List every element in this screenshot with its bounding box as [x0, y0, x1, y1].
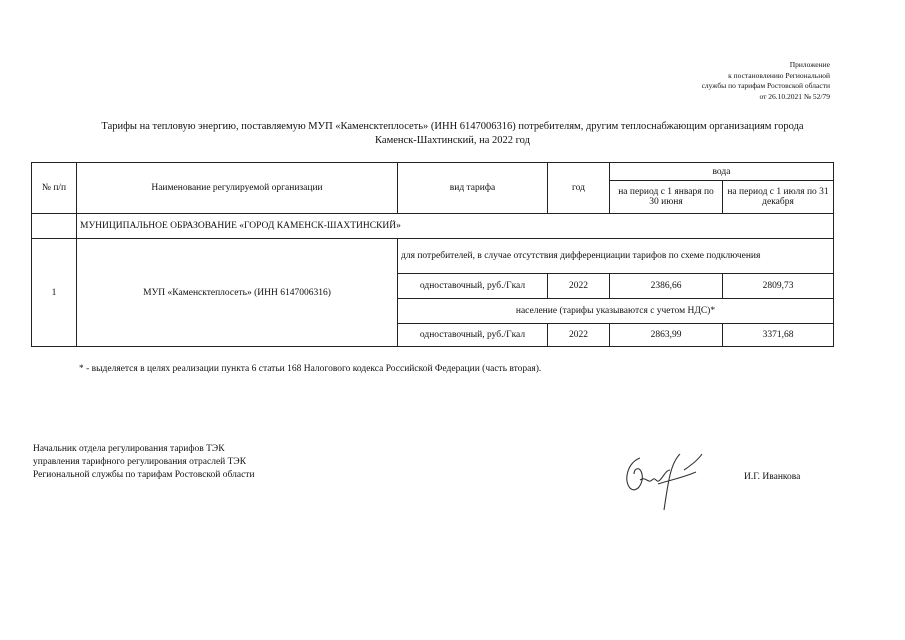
cell-period-2: 2809,73: [723, 274, 834, 299]
document-title: [30, 120, 875, 148]
header-year: год: [548, 163, 610, 214]
signatory-line-2: управления тарифного регулирования отраслей ТЭК: [33, 457, 247, 467]
section-num-empty: [32, 214, 77, 239]
signatory-line-1: Начальник отдела регулирования тарифов ТЭК: [33, 444, 225, 454]
tariff-table: [31, 162, 834, 347]
signatory-name: И.Г. Иванкова: [744, 472, 801, 482]
signatory-line-3: Региональной службы по тарифам Ростовской области: [33, 470, 255, 480]
cell-year: 2022: [548, 324, 610, 347]
header-org: Наименование регулируемой организации: [77, 163, 398, 214]
row-org: МУП «Каменсктеплосеть» (ИНН 6147006316): [77, 239, 398, 347]
appendix-line-2: к постановлению Региональной: [728, 70, 830, 80]
group-population: население (тарифы указываются с учетом НДС)*: [398, 299, 834, 324]
title-line-1: Тарифы на тепловую энергию, поставляемую МУП «Каменсктеплосеть» (ИНН 6147006316) потребителям, другим теплоснабжающим организациям города: [101, 121, 804, 132]
row-num: 1: [32, 239, 77, 347]
appendix-line-3: службы по тарифам Ростовской области: [701, 81, 830, 90]
section-title: МУНИЦИПАЛЬНОЕ ОБРАЗОВАНИЕ «ГОРОД КАМЕНСК-ШАХТИНСКИЙ»: [77, 214, 834, 239]
cell-period-1: 2386,66: [610, 274, 723, 299]
appendix-note: [702, 60, 830, 102]
cell-period-2: 3371,68: [723, 324, 834, 347]
group-consumers: для потребителей, в случае отсутствия дифференциации тарифов по схеме подключения: [398, 239, 834, 274]
header-num: № п/п: [32, 163, 77, 214]
cell-period-1: 2863,99: [610, 324, 723, 347]
appendix-line-1: Приложение: [789, 60, 830, 69]
header-period-2: на период с 1 июля по 31 декабря: [723, 181, 834, 214]
title-line-2: Каменск-Шахтинский, на 2022 год: [375, 135, 530, 146]
signatory-position: [33, 443, 255, 482]
header-group-water: вода: [610, 163, 834, 181]
cell-year: 2022: [548, 274, 610, 299]
cell-kind: одноставочный, руб./Гкал: [398, 324, 548, 347]
header-period-1: на период с 1 января по 30 июня: [610, 181, 723, 214]
footnote: * - выделяется в целях реализации пункта 6 статьи 168 Налогового кодекса Российской Федерации (часть вторая).: [79, 364, 542, 374]
header-kind: вид тарифа: [398, 163, 548, 214]
cell-kind: одноставочный, руб./Гкал: [398, 274, 548, 299]
appendix-line-4: от 26.10.2021 № 52/79: [759, 91, 830, 101]
handwritten-signature: [618, 440, 708, 520]
